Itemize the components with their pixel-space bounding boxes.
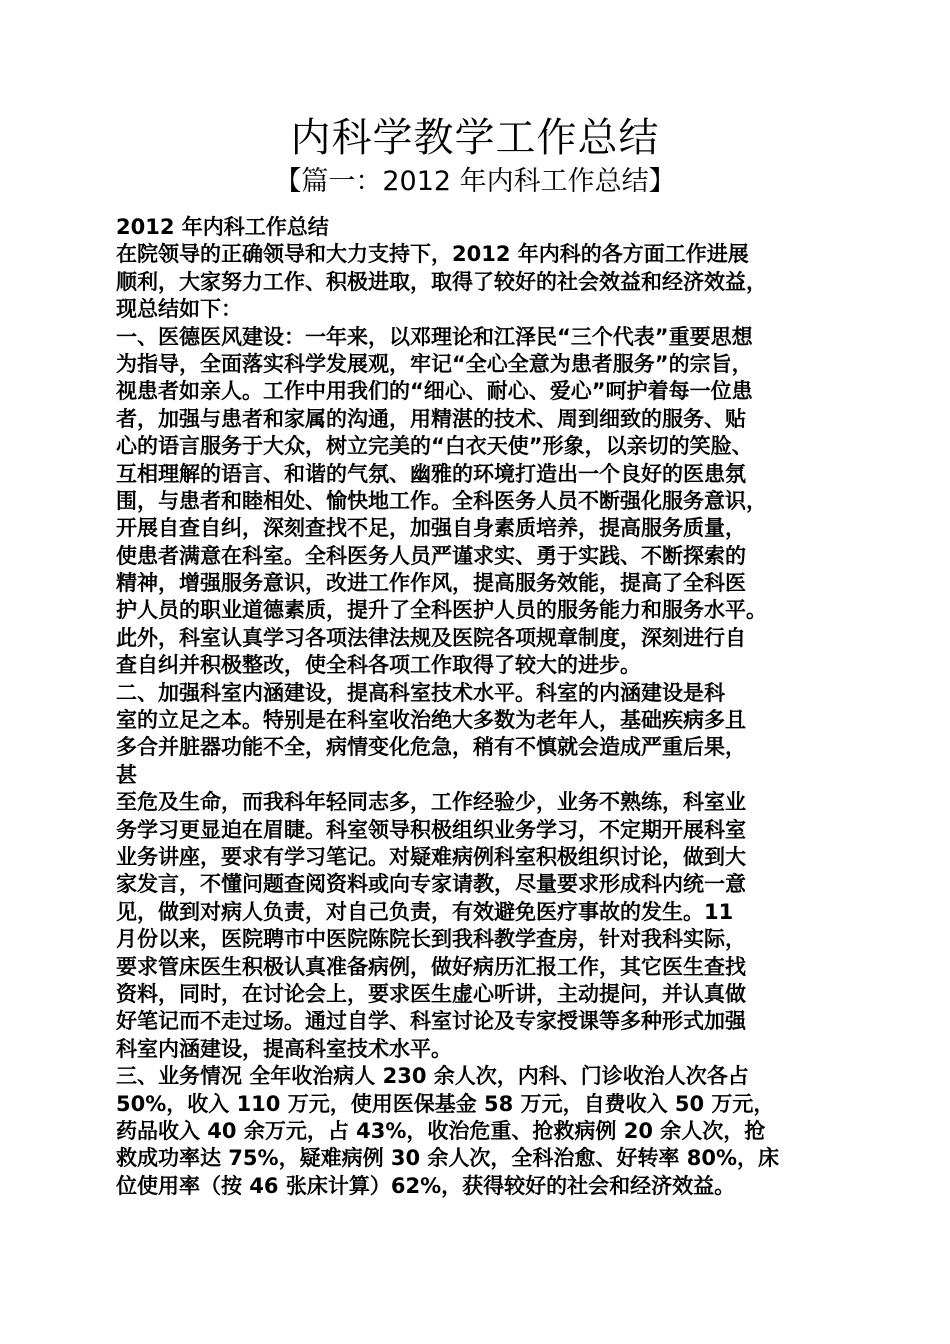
- body-line: 三、业务情况 全年收治病人 230 余人次，内科、门诊收治人次各占: [116, 1064, 749, 1089]
- document-body: [116, 214, 842, 1200]
- body-line: 位使用率（按 46 张床计算）62%，获得较好的社会和经济效益。: [116, 1173, 736, 1198]
- body-line: 查自纠并积极整改，使全科各项工作取得了较大的进步。: [116, 653, 641, 678]
- body-line: 至危及生命，而我科年轻同志多，工作经验少，业务不熟练，科室业: [116, 790, 746, 815]
- body-line: 精神，增强服务意识，改进工作作风，提高服务效能，提高了全科医: [116, 571, 746, 596]
- body-line: 业务讲座，要求有学习笔记。对疑难病例科室积极组织讨论，做到大: [116, 844, 746, 869]
- body-line: 甚: [116, 762, 137, 787]
- body-line: 护人员的职业道德素质，提升了全科医护人员的服务能力和服务水平。: [116, 598, 767, 623]
- body-line: 开展自查自纠，深刻查找不足，加强自身素质培养，提高服务质量，: [116, 516, 746, 541]
- body-line: 家发言，不懂问题查阅资料或向专家请教，尽量要求形成科内统一意: [116, 872, 746, 897]
- body-line: 此外，科室认真学习各项法律法规及医院各项规章制度，深刻进行自: [116, 625, 746, 650]
- body-line: 室的立足之本。特别是在科室收治绝大多数为老年人，基础疾病多且: [116, 708, 746, 733]
- body-line: 多合并脏器功能不全，病情变化危急，稍有不慎就会造成严重后果，: [116, 735, 746, 760]
- document-subtitle: 【篇一：2012 年内科工作总结】: [274, 166, 676, 197]
- body-line: 围，与患者和睦相处、愉快地工作。全科医务人员不断强化服务意识，: [116, 488, 767, 513]
- body-line: 心的语言服务于大众，树立完美的“白衣天使”形象，以亲切的笑脸、: [116, 434, 753, 459]
- body-line: 月份以来，医院聘市中医院陈院长到我科教学查房，针对我科实际，: [116, 927, 746, 952]
- body-line: 务学习更显迫在眉睫。科室领导积极组织业务学习，不定期开展科室: [116, 817, 746, 842]
- document-title: 内科学教学工作总结: [290, 115, 660, 161]
- body-line: 互相理解的语言、和谐的气氛、幽雅的环境打造出一个良好的医患氛: [116, 461, 746, 486]
- body-line: 使患者满意在科室。全科医务人员严谨求实、勇于实践、不断探索的: [116, 543, 746, 568]
- body-line: 视患者如亲人。工作中用我们的“细心、耐心、爱心”呵护着每一位患: [116, 379, 753, 404]
- body-line: 为指导，全面落实科学发展观，牢记“全心全意为患者服务”的宗旨，: [116, 351, 753, 376]
- body-line: 顺利，大家努力工作、积极进取，取得了较好的社会效益和经济效益，: [116, 269, 767, 294]
- body-line: 好笔记而不走过场。通过自学、科室讨论及专家授课等多种形式加强: [116, 1009, 746, 1034]
- body-line: 二、加强科室内涵建设，提高科室技术水平。科室的内涵建设是科: [116, 680, 725, 705]
- body-line: 药品收入 40 余万元，占 43%，收治危重、抢救病例 20 余人次，抢: [116, 1118, 766, 1143]
- body-line: 2012 年内科工作总结: [116, 215, 329, 239]
- body-line: 要求管床医生积极认真准备病例，做好病历汇报工作，其它医生查找: [116, 954, 746, 979]
- body-line: 在院领导的正确领导和大力支持下，2012 年内科的各方面工作进展: [116, 242, 749, 267]
- body-line: 一、医德医风建设：一年来，以邓理论和江泽民“三个代表”重要思想: [116, 324, 753, 349]
- body-line: 见，做到对病人负责，对自己负责，有效避免医疗事故的发生。11: [116, 899, 734, 924]
- body-line: 科室内涵建设，提高科室技术水平。: [116, 1036, 452, 1061]
- body-line: 资料，同时，在讨论会上，要求医生虚心听讲，主动提问，并认真做: [116, 981, 746, 1006]
- body-line: 50%，收入 110 万元，使用医保基金 58 万元，自费收入 50 万元，: [116, 1091, 775, 1116]
- body-line: 现总结如下：: [116, 297, 242, 322]
- body-line: 救成功率达 75%，疑难病例 30 余人次，全科治愈、好转率 80%，床: [116, 1146, 779, 1171]
- body-line: 者，加强与患者和家属的沟通，用精湛的技术、周到细致的服务、贴: [116, 406, 746, 431]
